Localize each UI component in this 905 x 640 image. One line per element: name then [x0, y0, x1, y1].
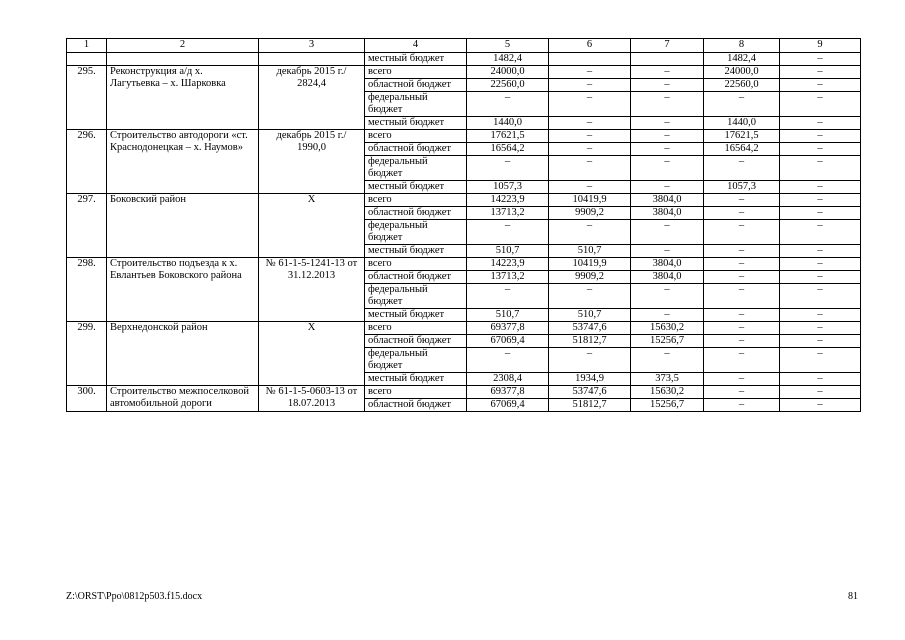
value-cell: – — [631, 284, 704, 309]
value-cell: – — [780, 79, 861, 92]
funding-type-cell: федеральный бюджет — [365, 348, 467, 373]
value-cell: – — [631, 143, 704, 156]
header-cell: 6 — [549, 39, 631, 53]
value-cell: – — [631, 181, 704, 194]
value-cell: 1482,4 — [467, 53, 549, 66]
value-cell: 1057,3 — [467, 181, 549, 194]
table-row — [67, 53, 861, 66]
value-cell: – — [780, 117, 861, 130]
value-cell: – — [549, 130, 631, 143]
value-cell: – — [631, 309, 704, 322]
value-cell: – — [631, 130, 704, 143]
value-cell: 15630,2 — [631, 386, 704, 399]
value-cell: 1440,0 — [467, 117, 549, 130]
value-cell: 510,7 — [549, 245, 631, 258]
funding-type-cell: местный бюджет — [365, 117, 467, 130]
funding-type-cell: областной бюджет — [365, 143, 467, 156]
value-cell: 13713,2 — [467, 207, 549, 220]
value-cell: 15630,2 — [631, 322, 704, 335]
value-cell: – — [780, 399, 861, 412]
value-cell: 16564,2 — [704, 143, 780, 156]
value-cell: – — [704, 194, 780, 207]
funding-type-cell: областной бюджет — [365, 79, 467, 92]
value-cell: – — [780, 335, 861, 348]
header-cell: 2 — [107, 39, 259, 53]
value-cell: – — [704, 156, 780, 181]
value-cell: – — [780, 66, 861, 79]
funding-type-cell: всего — [365, 322, 467, 335]
value-cell: 53747,6 — [549, 386, 631, 399]
value-cell: 1057,3 — [704, 181, 780, 194]
value-cell: 3804,0 — [631, 271, 704, 284]
table-row — [67, 258, 861, 271]
value-cell: 10419,9 — [549, 194, 631, 207]
value-cell: – — [780, 92, 861, 117]
value-cell: – — [780, 309, 861, 322]
value-cell — [549, 53, 631, 66]
funding-type-cell: всего — [365, 66, 467, 79]
value-cell: – — [780, 348, 861, 373]
value-cell: – — [549, 92, 631, 117]
value-cell: 15256,7 — [631, 335, 704, 348]
name-cell: Боковский район — [107, 194, 259, 258]
value-cell: – — [780, 386, 861, 399]
name-cell: Строительство автодороги «ст. Краснодонецкая – х. Наумов» — [107, 130, 259, 194]
funding-type-cell: федеральный бюджет — [365, 156, 467, 181]
value-cell: – — [704, 258, 780, 271]
value-cell: 10419,9 — [549, 258, 631, 271]
value-cell: – — [549, 156, 631, 181]
header-cell: 9 — [780, 39, 861, 53]
value-cell: – — [704, 322, 780, 335]
value-cell: 510,7 — [467, 309, 549, 322]
funding-type-cell: местный бюджет — [365, 309, 467, 322]
value-cell: – — [631, 348, 704, 373]
value-cell: – — [549, 220, 631, 245]
table-row — [67, 322, 861, 335]
funding-type-cell: местный бюджет — [365, 53, 467, 66]
value-cell: 16564,2 — [467, 143, 549, 156]
value-cell: – — [780, 194, 861, 207]
value-cell: – — [704, 245, 780, 258]
value-cell: – — [704, 335, 780, 348]
header-cell: 1 — [67, 39, 107, 53]
value-cell: – — [704, 271, 780, 284]
number-cell: 299. — [67, 322, 107, 386]
budget-table — [66, 38, 861, 412]
document-cell — [259, 53, 365, 66]
table-row — [67, 386, 861, 399]
value-cell: – — [780, 220, 861, 245]
value-cell: – — [704, 207, 780, 220]
funding-type-cell: всего — [365, 130, 467, 143]
value-cell: 1440,0 — [704, 117, 780, 130]
footer-file-path: Z:\ORST\Ppo\0812p503.f15.docx — [66, 591, 203, 602]
value-cell: – — [549, 117, 631, 130]
table-row — [67, 66, 861, 79]
value-cell: 9909,2 — [549, 207, 631, 220]
header-cell: 4 — [365, 39, 467, 53]
value-cell: 17621,5 — [704, 130, 780, 143]
document-cell: декабрь 2015 г./ 1990,0 — [259, 130, 365, 194]
value-cell: – — [780, 258, 861, 271]
document-cell: № 61-1-5-0603-13 от 18.07.2013 — [259, 386, 365, 412]
funding-type-cell: всего — [365, 258, 467, 271]
value-cell: 510,7 — [467, 245, 549, 258]
value-cell: – — [780, 373, 861, 386]
value-cell: – — [780, 156, 861, 181]
value-cell: – — [467, 284, 549, 309]
funding-type-cell: местный бюджет — [365, 245, 467, 258]
value-cell — [631, 53, 704, 66]
value-cell: – — [467, 220, 549, 245]
value-cell: – — [780, 53, 861, 66]
number-cell: 297. — [67, 194, 107, 258]
value-cell: 69377,8 — [467, 322, 549, 335]
document-cell: Х — [259, 194, 365, 258]
value-cell: 3804,0 — [631, 207, 704, 220]
value-cell: 510,7 — [549, 309, 631, 322]
funding-type-cell: областной бюджет — [365, 399, 467, 412]
value-cell: – — [780, 245, 861, 258]
number-cell: 295. — [67, 66, 107, 130]
header-cell: 3 — [259, 39, 365, 53]
value-cell: – — [549, 181, 631, 194]
value-cell: – — [549, 348, 631, 373]
value-cell: – — [780, 207, 861, 220]
value-cell: 13713,2 — [467, 271, 549, 284]
value-cell: – — [467, 348, 549, 373]
value-cell: 67069,4 — [467, 335, 549, 348]
value-cell: 1482,4 — [704, 53, 780, 66]
value-cell: – — [704, 220, 780, 245]
value-cell: – — [780, 284, 861, 309]
value-cell: 22560,0 — [467, 79, 549, 92]
value-cell: 14223,9 — [467, 194, 549, 207]
name-cell: Строительство подъезда к х. Евлантьев Боковского района — [107, 258, 259, 322]
value-cell: 9909,2 — [549, 271, 631, 284]
table-header-row — [67, 39, 861, 53]
value-cell: – — [549, 79, 631, 92]
value-cell: – — [631, 79, 704, 92]
value-cell: – — [780, 271, 861, 284]
value-cell: 3804,0 — [631, 194, 704, 207]
value-cell: – — [631, 220, 704, 245]
number-cell: 298. — [67, 258, 107, 322]
value-cell: – — [631, 245, 704, 258]
funding-type-cell: федеральный бюджет — [365, 220, 467, 245]
number-cell: 300. — [67, 386, 107, 412]
funding-type-cell: областной бюджет — [365, 271, 467, 284]
value-cell: – — [631, 156, 704, 181]
value-cell: 69377,8 — [467, 386, 549, 399]
value-cell: – — [780, 130, 861, 143]
table-row — [67, 194, 861, 207]
value-cell: – — [631, 117, 704, 130]
table-row — [67, 130, 861, 143]
number-cell: 296. — [67, 130, 107, 194]
funding-type-cell: федеральный бюджет — [365, 92, 467, 117]
document-cell: декабрь 2015 г./ 2824,4 — [259, 66, 365, 130]
value-cell: – — [704, 284, 780, 309]
value-cell: 3804,0 — [631, 258, 704, 271]
funding-type-cell: местный бюджет — [365, 373, 467, 386]
value-cell: – — [780, 322, 861, 335]
value-cell: 51812,7 — [549, 335, 631, 348]
value-cell: – — [704, 309, 780, 322]
value-cell: 24000,0 — [704, 66, 780, 79]
value-cell: 15256,7 — [631, 399, 704, 412]
funding-type-cell: областной бюджет — [365, 207, 467, 220]
funding-type-cell: федеральный бюджет — [365, 284, 467, 309]
header-cell: 8 — [704, 39, 780, 53]
value-cell: – — [704, 348, 780, 373]
value-cell: 51812,7 — [549, 399, 631, 412]
name-cell: Верхнедонской район — [107, 322, 259, 386]
name-cell — [107, 53, 259, 66]
value-cell: 17621,5 — [467, 130, 549, 143]
funding-type-cell: местный бюджет — [365, 181, 467, 194]
value-cell: – — [549, 284, 631, 309]
header-cell: 7 — [631, 39, 704, 53]
value-cell: – — [631, 66, 704, 79]
funding-type-cell: всего — [365, 194, 467, 207]
value-cell: – — [704, 92, 780, 117]
document-cell: Х — [259, 322, 365, 386]
value-cell: – — [631, 92, 704, 117]
value-cell: 22560,0 — [704, 79, 780, 92]
value-cell: 2308,4 — [467, 373, 549, 386]
value-cell: – — [549, 66, 631, 79]
value-cell: 24000,0 — [467, 66, 549, 79]
funding-type-cell: областной бюджет — [365, 335, 467, 348]
value-cell: 373,5 — [631, 373, 704, 386]
value-cell: – — [549, 143, 631, 156]
value-cell: – — [704, 399, 780, 412]
value-cell: – — [704, 386, 780, 399]
name-cell: Строительство межпоселковой автомобильной дороги — [107, 386, 259, 412]
value-cell: – — [467, 156, 549, 181]
value-cell: 53747,6 — [549, 322, 631, 335]
value-cell: 14223,9 — [467, 258, 549, 271]
value-cell: – — [467, 92, 549, 117]
value-cell: – — [704, 373, 780, 386]
value-cell: 67069,4 — [467, 399, 549, 412]
number-cell — [67, 53, 107, 66]
value-cell: 1934,9 — [549, 373, 631, 386]
footer-page-number: 81 — [848, 591, 858, 602]
name-cell: Реконструкция а/д х. Лагутьевка – х. Шарковка — [107, 66, 259, 130]
value-cell: – — [780, 181, 861, 194]
header-cell: 5 — [467, 39, 549, 53]
document-cell: № 61-1-5-1241-13 от 31.12.2013 — [259, 258, 365, 322]
funding-type-cell: всего — [365, 386, 467, 399]
value-cell: – — [780, 143, 861, 156]
